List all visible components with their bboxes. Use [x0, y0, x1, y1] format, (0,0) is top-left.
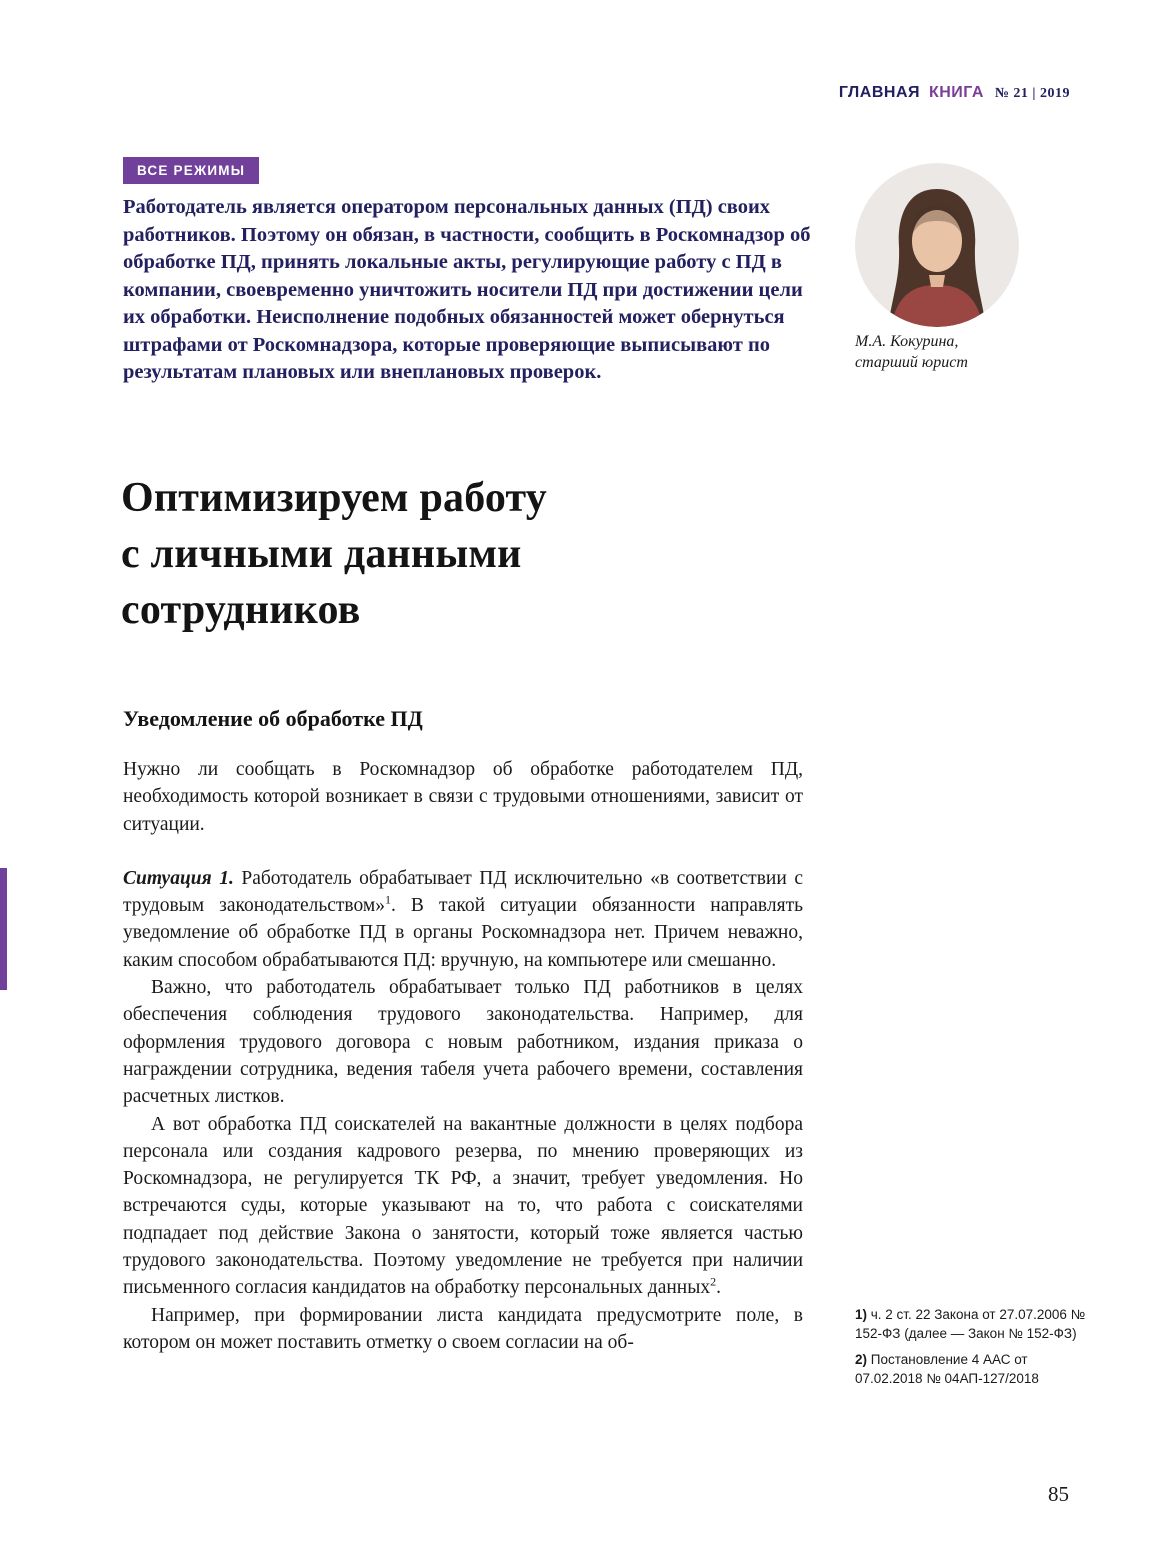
issue-number: № 21 | 2019: [994, 86, 1070, 101]
paragraph-important: Важно, что работодатель обрабатывает только ПД работников в целях обеспечения соблюдения трудового законодательства. Например, для оформления трудового договора с новым работником, издания приказа о награждении сотрудника, ведения табеля учета рабочего времени, составления расчетных листков.: [123, 977, 803, 1108]
situation-text-2: . В такой ситуации обязанности направлять уведомление об обработке ПД в органы Роскомнадзора нет. Причем неважно, каким способом обрабатываются ПД: вручную, на компьютере или смешанно.: [123, 895, 804, 971]
footnote-1-number: 1): [855, 1307, 868, 1322]
candidates-text-1: А вот обработка ПД соискателей на вакантные должности в целях подбора персонала или создания кадрового резерва, по мнению проверяющих из Роскомнадзора, не регулируется ТК РФ, а значит, требует уведомления. Но встречаются суды, которые указывают на то, что работа с соискателями подпадает под действие Закона о занятости, который тоже является частью трудового законодательства. Поэтому уведомление не требуется при наличии письменного согласия кандидатов на обработку персональных данных: [123, 1113, 803, 1299]
brand-name-part1: ГЛАВНАЯ: [838, 84, 920, 101]
situation-label: Ситуация 1.: [123, 867, 234, 889]
regime-badge: ВСЕ РЕЖИМЫ: [123, 157, 259, 184]
author-title: старший юрист: [855, 354, 968, 371]
brand-name-part2: КНИГА: [928, 84, 984, 101]
paragraph-candidates: [123, 1111, 803, 1302]
paragraph-intro: Нужно ли сообщать в Роскомнадзор об обработке работодателем ПД, необходимость которой возникает в связи с трудовыми отношениями, зависит от ситуации.: [123, 759, 803, 835]
author-photo: [855, 163, 1019, 327]
author-caption: [855, 331, 968, 373]
page-number: 85: [1048, 1482, 1069, 1506]
page-header: [839, 84, 1070, 102]
footnote-1: [855, 1306, 1095, 1343]
headline-line-3: сотрудников: [121, 587, 361, 633]
footnote-2-text: Постановление 4 ААС от 07.02.2018 № 04АП-127/2018: [855, 1352, 1039, 1386]
footnote-2: [855, 1351, 1095, 1388]
situation-text-1: Работодатель обрабатывает ПД исключительно «в соответствии с трудовым законодательством»: [123, 867, 803, 917]
article-body: [123, 756, 803, 1356]
article-headline: [121, 470, 547, 638]
author-name: М.А. Кокурина,: [855, 333, 959, 350]
section-heading: Уведомление об обработке ПД: [123, 706, 423, 731]
paragraph-situation-1: [123, 865, 803, 974]
left-accent-strip: [0, 868, 7, 990]
author-portrait-illustration: [855, 163, 1019, 327]
footnote-2-number: 2): [855, 1352, 868, 1367]
footnote-ref-1: 1: [384, 892, 391, 907]
footnote-ref-2: 2: [710, 1274, 717, 1289]
lead-paragraph: Работодатель является оператором персональных данных (ПД) своих работников. Поэтому он обязан, в частности, сообщить в Роскомнадзор об обработке ПД, принять локальные акты, регулирующие работу с ПД в компании, своевременно уничтожить носители ПД при достижении цели их обработки. Неисполнение подобных обязанностей может обернуться штрафами от Роскомнадзора, которые проверяющие выписывают по результатам плановых или внеплановых проверок.: [123, 196, 811, 383]
paragraph-example: Например, при формировании листа кандидата предусмотрите поле, в котором он может поставить отметку о своем согласии на об-: [123, 1304, 803, 1353]
candidates-text-2: .: [716, 1277, 721, 1299]
headline-line-1: Оптимизируем работу: [121, 475, 547, 521]
footnote-1-text: ч. 2 ст. 22 Закона от 27.07.2006 № 152-ФЗ (далее — Закон № 152-ФЗ): [855, 1307, 1086, 1341]
footnotes-block: [855, 1306, 1095, 1388]
headline-line-2: с личными данными: [121, 531, 522, 577]
